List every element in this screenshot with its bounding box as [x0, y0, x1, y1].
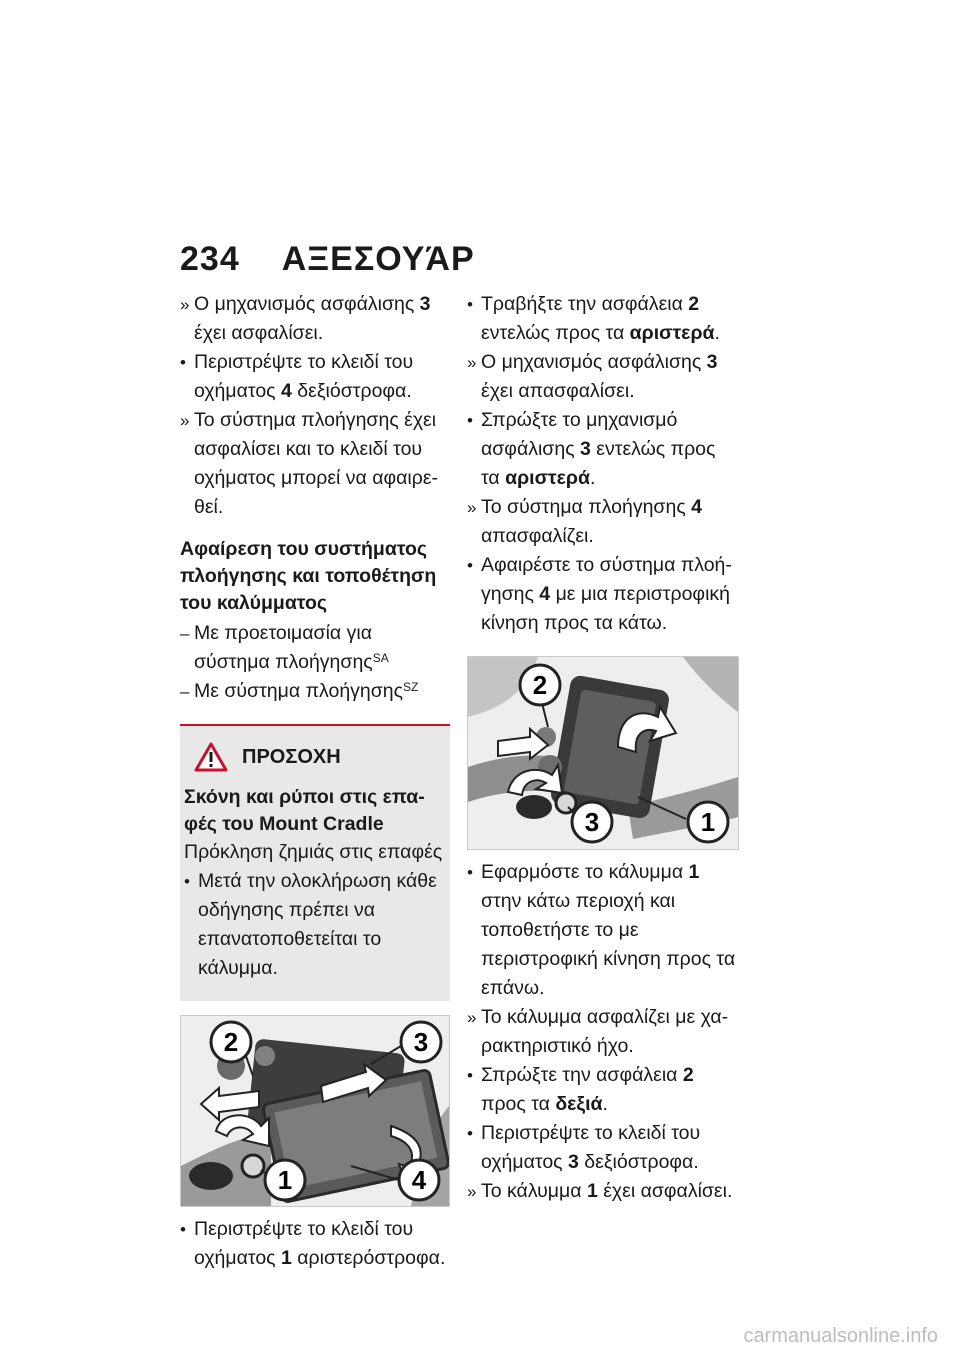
list-item: • Σπρώξτε το μηχανισμό ασφάλισης 3 εντελώς προς τα αριστερά. — [467, 409, 716, 489]
list-item: » Το κάλυμμα 1 έχει ασφαλίσει. — [467, 1180, 733, 1202]
figure-remove-navigation — [180, 1015, 450, 1207]
figure-illustration — [468, 657, 738, 849]
list-item: • Τραβήξτε την ασφάλεια 2 εντελώς προς τα αριστερά. — [467, 293, 720, 344]
list-item: • Περιστρέψτε το κλειδί του οχήματος 1 αριστερόστροφα. — [180, 1218, 446, 1269]
figure-label: 4 — [411, 1165, 427, 1195]
list-item: » Ο μηχανισμός ασφάλισης 3 έχει απασφαλίσει. — [467, 351, 718, 402]
warning-triangle-icon — [194, 742, 228, 772]
dash-item: – Με σύστημα πλοήγησης$^{SZ}$ — [180, 680, 419, 702]
warning-box — [180, 724, 450, 1001]
figure-label: 2 — [532, 670, 548, 700]
dash-item: – Με προετοιμασία για σύστημα πλοήγησης$^{SA}$ — [180, 622, 389, 673]
figure-label: 1 — [700, 807, 716, 837]
page-number: 234 — [180, 240, 240, 278]
page-header — [180, 240, 475, 279]
page-title: ΑΞΕΣΟΥΆΡ — [281, 240, 475, 278]
warning-title: Σκόνη και ρύποι στις επαφές του Mount Cradle — [184, 786, 425, 835]
warning-bullet: • Μετά την ολοκλήρωση κάθε οδήγησης πρέπει να επανατοποθετείται το κάλυμμα. — [184, 870, 437, 979]
list-item: • Περιστρέψτε το κλειδί του οχήματος 4 δεξιόστροφα. — [180, 351, 414, 402]
figure-label: 2 — [223, 1027, 239, 1057]
figure-label: 1 — [277, 1165, 293, 1195]
list-item: • Σπρώξτε την ασφάλεια 2 προς τα δεξιά. — [467, 1064, 694, 1115]
warning-header — [194, 740, 450, 784]
figure-label: 3 — [413, 1027, 429, 1057]
list-item: » Το κάλυμμα ασφαλίζει με χαρακτηριστικό ήχο. — [467, 1006, 729, 1057]
warning-text: Πρόκληση ζημιάς στις επαφές — [184, 841, 443, 863]
section-heading: Αφαίρεση του συστήματος πλοήγησης και τοποθέτηση του καλύμματος — [180, 538, 437, 614]
figure-install-cover — [467, 656, 739, 850]
list-item: » Ο μηχανισμός ασφάλισης 3 έχει ασφαλίσει. — [180, 293, 431, 344]
list-item: • Αφαιρέστε το σύστημα πλοήγησης 4 με μια περιστροφική κίνηση προς τα κάτω. — [467, 554, 732, 634]
left-column — [180, 290, 450, 1273]
figure-illustration — [181, 1016, 449, 1206]
list-item: » Το σύστημα πλοήγησης 4 απασφαλίζει. — [467, 496, 702, 547]
warning-label: ΠΡΟΣΟΧΗ — [242, 746, 341, 768]
watermark-text: carmanualsonline.info — [743, 1325, 938, 1347]
list-item: » Το σύστημα πλοήγησης έχει ασφαλίσει και το κλειδί του οχήματος μπορεί να αφαιρεθεί. — [180, 409, 439, 518]
list-item: • Περιστρέψτε το κλειδί του οχήματος 3 δεξιόστροφα. — [467, 1122, 701, 1173]
list-item: • Εφαρμόστε το κάλυμμα 1 στην κάτω περιοχή και τοποθετήστε το με περιστροφική κίνηση προς τα επάνω. — [467, 861, 736, 999]
right-column — [467, 290, 737, 1206]
figure-label: 3 — [584, 807, 600, 837]
